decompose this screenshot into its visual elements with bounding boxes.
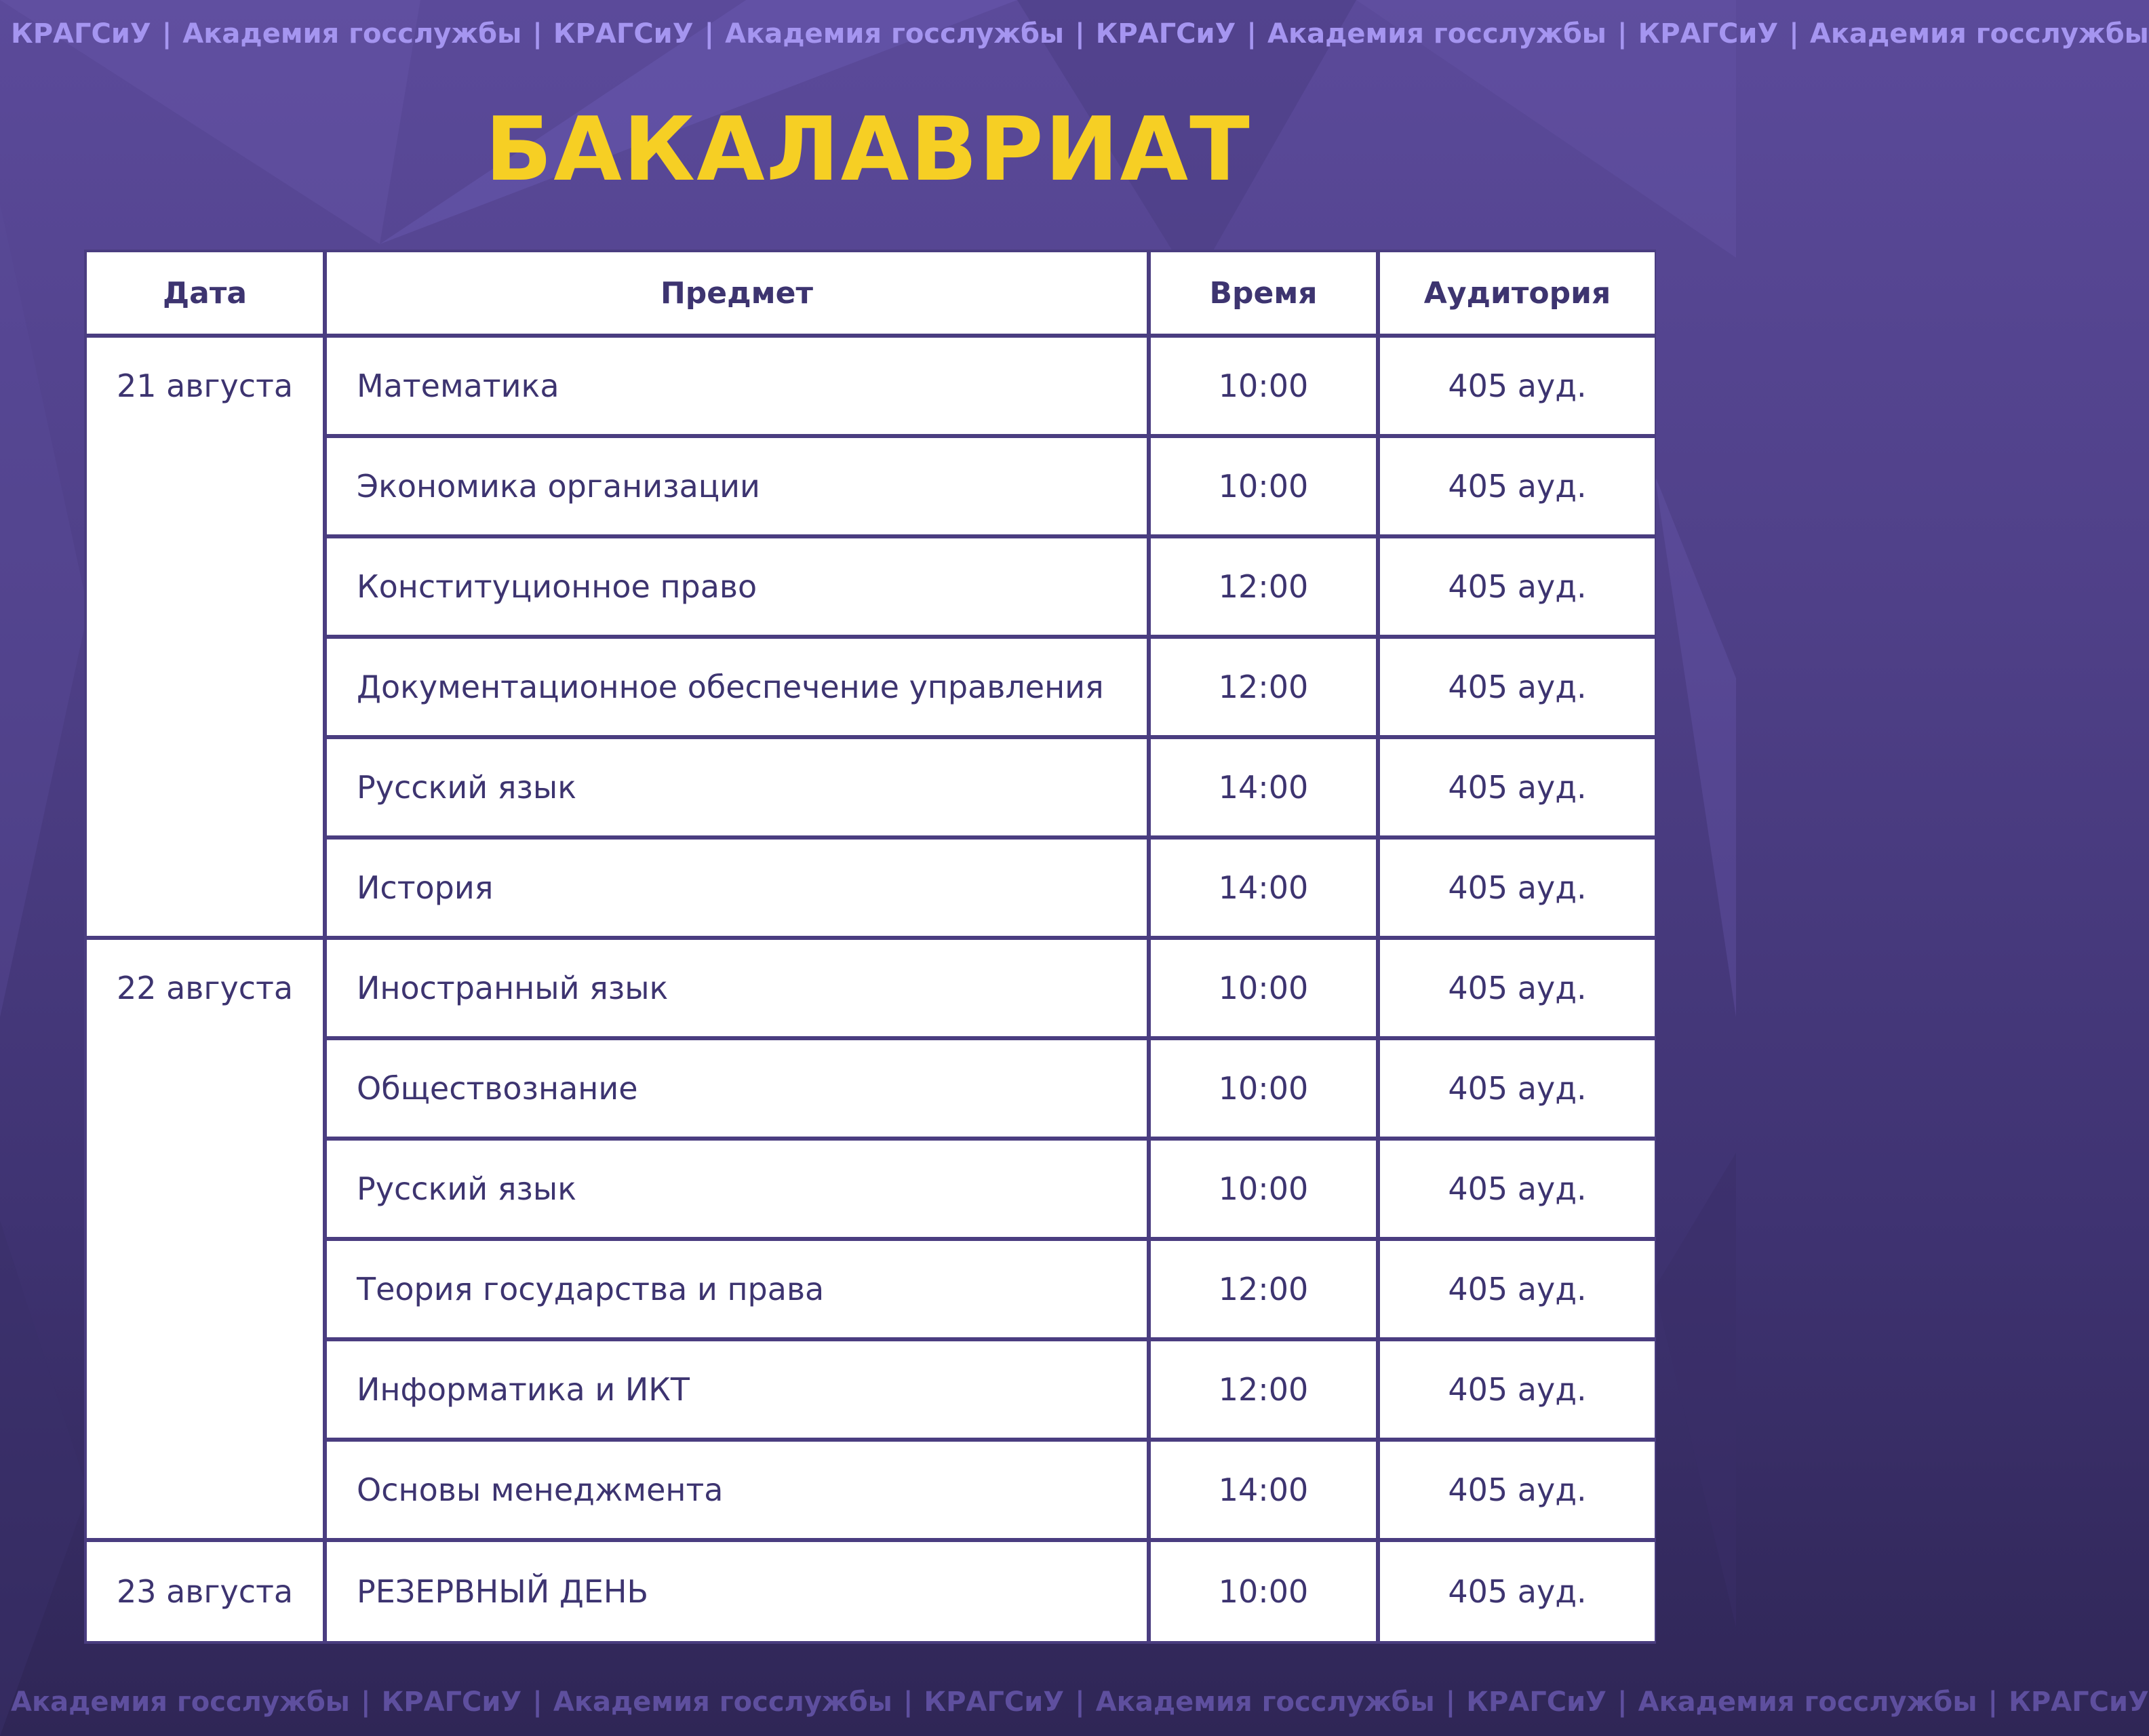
room-cell: 405 ауд.: [1380, 1241, 1655, 1337]
ticker-separator: |: [1617, 18, 1628, 50]
ticker-separator: |: [360, 1686, 371, 1718]
header-room: Аудитория: [1380, 252, 1655, 334]
subject-cell: РЕЗЕРВНЫЙ ДЕНЬ: [327, 1542, 1147, 1641]
room-cell: 405 ауд.: [1380, 940, 1655, 1036]
ticker-text: Академия госслужбы: [1638, 1686, 1977, 1718]
header-date: Дата: [87, 252, 323, 334]
room-cell: 405 ауд.: [1380, 1542, 1655, 1641]
room-cell: 405 ауд.: [1380, 338, 1655, 434]
ticker-separator: |: [704, 18, 715, 50]
room-cell: 405 ауд.: [1380, 1442, 1655, 1538]
ticker-text: Академия госслужбы: [182, 18, 522, 50]
time-cell: 12:00: [1151, 1341, 1376, 1438]
room-cell: 405 ауд.: [1380, 538, 1655, 635]
room-cell: 405 ауд.: [1380, 1040, 1655, 1137]
time-cell: 10:00: [1151, 940, 1376, 1036]
time-cell: 10:00: [1151, 1542, 1376, 1641]
time-cell: 14:00: [1151, 1442, 1376, 1538]
time-cell: 12:00: [1151, 639, 1376, 735]
header-subject: Предмет: [327, 252, 1147, 334]
time-cell: 10:00: [1151, 438, 1376, 534]
subject-cell: Конституционное право: [327, 538, 1147, 635]
subject-cell: Документационное обеспечение управления: [327, 639, 1147, 735]
date-cell: 22 августа: [87, 940, 323, 1538]
ticker-separator: |: [1617, 1686, 1628, 1718]
date-cell: 21 августа: [87, 338, 323, 936]
time-cell: 14:00: [1151, 840, 1376, 936]
schedule-table: [84, 250, 1656, 1644]
room-cell: 405 ауд.: [1380, 438, 1655, 534]
subject-cell: Экономика организации: [327, 438, 1147, 534]
ticker-text: КРАГСиУ: [381, 1686, 522, 1718]
subject-cell: История: [327, 840, 1147, 936]
time-cell: 12:00: [1151, 1241, 1376, 1337]
time-cell: 10:00: [1151, 338, 1376, 434]
room-cell: 405 ауд.: [1380, 639, 1655, 735]
room-cell: 405 ауд.: [1380, 840, 1655, 936]
bottom-ticker: [0, 1678, 2149, 1726]
ticker-text: КРАГСиУ: [553, 18, 694, 50]
subject-cell: Иностранный язык: [327, 940, 1147, 1036]
ticker-text: Академия госслужбы: [1095, 1686, 1435, 1718]
subject-cell: Русский язык: [327, 1141, 1147, 1237]
time-cell: 10:00: [1151, 1040, 1376, 1137]
ticker-separator: |: [903, 1686, 913, 1718]
ticker-separator: |: [1988, 1686, 1998, 1718]
header-time: Время: [1151, 252, 1376, 334]
ticker-text: КРАГСиУ: [2009, 1686, 2149, 1718]
ticker-separator: |: [532, 18, 543, 50]
time-cell: 12:00: [1151, 538, 1376, 635]
ticker-text: Академия госслужбы: [1267, 18, 1606, 50]
time-cell: 10:00: [1151, 1141, 1376, 1237]
date-cell: 23 августа: [87, 1542, 323, 1641]
room-cell: 405 ауд.: [1380, 1341, 1655, 1438]
time-cell: 14:00: [1151, 739, 1376, 835]
ticker-separator: |: [1789, 18, 1799, 50]
ticker-separator: |: [1075, 18, 1085, 50]
ticker-separator: |: [1075, 1686, 1085, 1718]
ticker-text: КРАГСиУ: [11, 18, 151, 50]
ticker-text: Академия госслужбы: [725, 18, 1065, 50]
ticker-text: КРАГСиУ: [1466, 1686, 1606, 1718]
ticker-text: Академия госслужбы: [1809, 18, 2149, 50]
ticker-separator: |: [161, 18, 172, 50]
subject-cell: Основы менеджмента: [327, 1442, 1147, 1538]
ticker-text: КРАГСиУ: [1638, 18, 1779, 50]
top-ticker: [0, 10, 2149, 58]
room-cell: 405 ауд.: [1380, 1141, 1655, 1237]
subject-cell: Математика: [327, 338, 1147, 434]
subject-cell: Обществознание: [327, 1040, 1147, 1137]
subject-cell: Информатика и ИКТ: [327, 1341, 1147, 1438]
room-cell: 405 ауд.: [1380, 739, 1655, 835]
ticker-text: КРАГСиУ: [1095, 18, 1236, 50]
ticker-separator: |: [1246, 18, 1257, 50]
ticker-text: Академия госслужбы: [553, 1686, 892, 1718]
ticker-text: КРАГСиУ: [924, 1686, 1065, 1718]
ticker-text: Академия госслужбы: [11, 1686, 350, 1718]
page-title: БАКАЛАВРИАТ: [485, 98, 1251, 201]
subject-cell: Теория государства и права: [327, 1241, 1147, 1337]
ticker-separator: |: [532, 1686, 543, 1718]
ticker-separator: |: [1445, 1686, 1456, 1718]
subject-cell: Русский язык: [327, 739, 1147, 835]
